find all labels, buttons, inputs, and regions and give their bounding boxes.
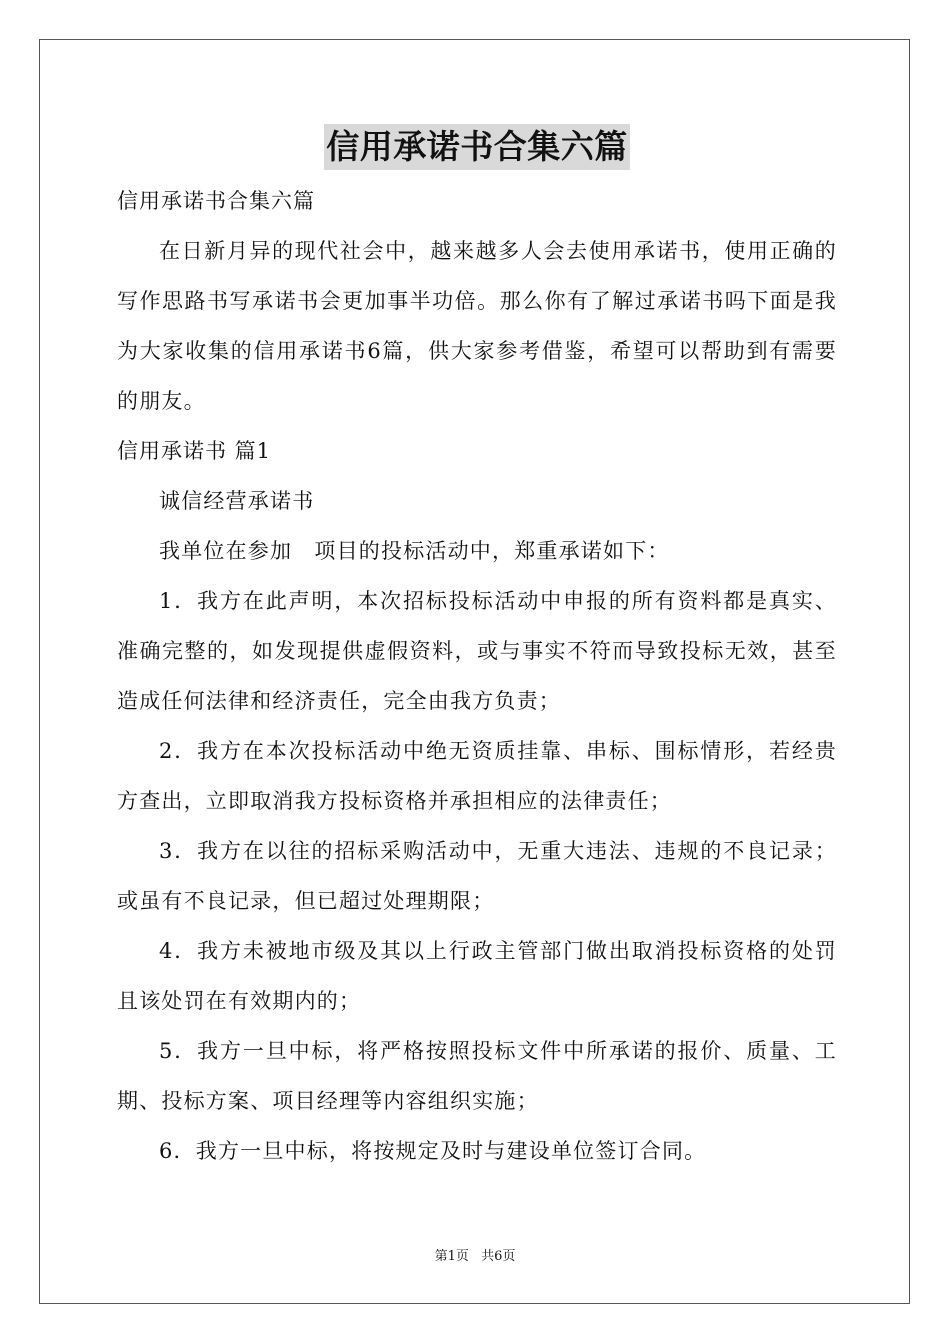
page-number: 第1页: [434, 1249, 469, 1264]
commitment-item-4: 4．我方未被地市级及其以上行政主管部门做出取消投标资格的处罚且该处罚在有效期内的；: [117, 939, 837, 1013]
commitment-item-2: 2．我方在本次投标活动中绝无资质挂靠、串标、围标情形，若经贵方查出，立即取消我方投标资格并承担相应的法律责任；: [117, 739, 837, 813]
page-title: 信用承诺书合集六篇: [324, 124, 630, 170]
commitment-item-3: 3．我方在以往的招标采购活动中，无重大违法、违规的不良记录；或虽有不良记录，但已超过处理期限；: [117, 839, 837, 913]
section-heading: 信用承诺书 篇1: [117, 439, 272, 463]
letter-title: 诚信经营承诺书: [159, 489, 315, 513]
commitment-item-6: 6．我方一旦中标，将按规定及时与建设单位签订合同。: [159, 1139, 707, 1163]
commitment-item-1: 1．我方在此声明，本次招标投标活动中申报的所有资料都是真实、准确完整的，如发现提供虚假资料，或与事实不符而导致投标无效，甚至造成任何法律和经济责任，完全由我方负责；: [117, 589, 837, 713]
commitment-item-5: 5．我方一旦中标，将严格按照投标文件中所承诺的报价、质量、工期、投标方案、项目经理等内容组织实施；: [117, 1039, 837, 1113]
subtitle: 信用承诺书合集六篇: [117, 189, 315, 213]
page-total: 共6页: [481, 1249, 516, 1264]
opening-paragraph: 我单位在参加 项目的投标活动中，郑重承诺如下：: [159, 539, 670, 563]
intro-paragraph: 在日新月异的现代社会中，越来越多人会去使用承诺书，使用正确的写作思路书写承诺书会更加事半功倍。那么你有了解过承诺书吗下面是我为大家收集的信用承诺书6篇，供大家参考借鉴，希望可以帮助到有需要的朋友。: [117, 239, 837, 413]
title-wrap: [117, 124, 837, 170]
page-footer: [0, 1248, 950, 1266]
document-body: [117, 124, 837, 1176]
